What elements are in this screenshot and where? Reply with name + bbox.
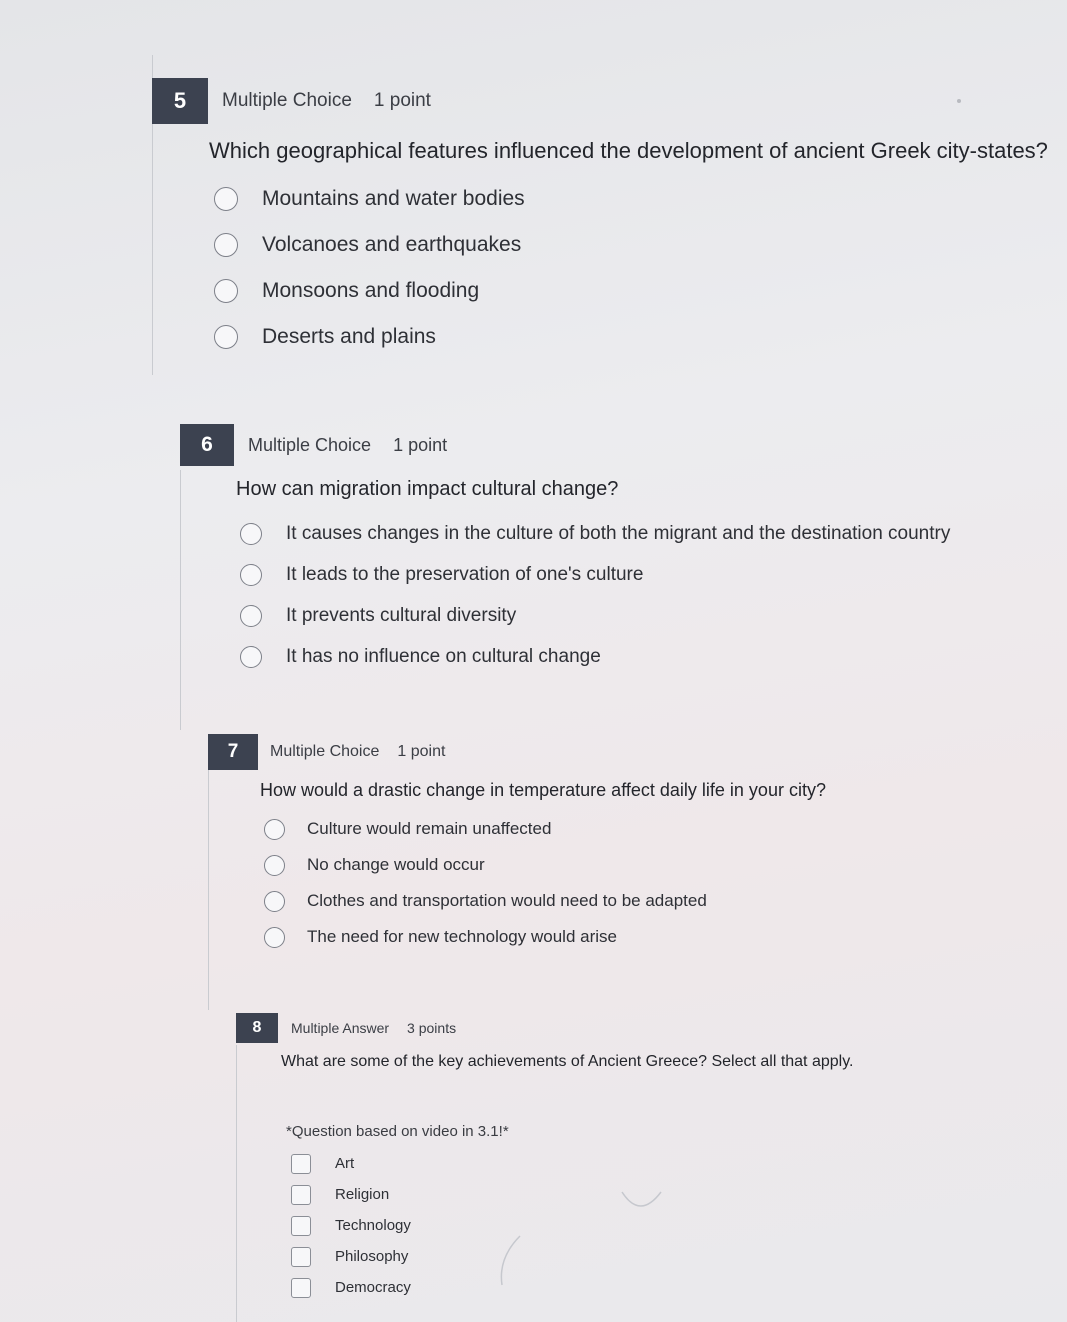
radio-button[interactable] (240, 523, 262, 545)
question-header (180, 424, 950, 466)
answer-option[interactable] (214, 314, 1048, 360)
radio-button[interactable] (264, 891, 285, 912)
question-number-badge: 6 (180, 424, 234, 466)
question-type-label: Multiple Answer (291, 1020, 390, 1036)
radio-button[interactable] (264, 819, 285, 840)
answer-option[interactable] (240, 595, 950, 636)
answer-option[interactable] (240, 636, 950, 677)
option-label: Democracy (335, 1279, 411, 1296)
option-label: Mountains and water bodies (262, 187, 525, 210)
question-type-label: Multiple Choice (270, 743, 380, 760)
radio-button[interactable] (264, 855, 285, 876)
answer-option[interactable] (291, 1179, 853, 1210)
option-label: Religion (335, 1186, 390, 1203)
radio-button[interactable] (214, 325, 238, 349)
question-7 (208, 734, 826, 955)
answer-option[interactable] (264, 883, 826, 919)
option-label: Culture would remain unaffected (307, 819, 552, 838)
question-number-badge: 5 (152, 78, 208, 124)
question-type-label: Multiple Choice (248, 434, 372, 455)
option-label: No change would occur (307, 855, 485, 874)
answer-option[interactable] (214, 222, 1048, 268)
option-label: Technology (335, 1217, 411, 1234)
option-label: It leads to the preservation of one's culture (286, 563, 644, 585)
radio-button[interactable] (264, 927, 285, 948)
answer-option[interactable] (240, 513, 950, 554)
question-text: How would a drastic change in temperature affect daily life in your city? (260, 780, 826, 800)
question-text: How can migration impact cultural change? (236, 478, 619, 500)
answer-option[interactable] (264, 847, 826, 883)
question-number-badge: 8 (236, 1013, 278, 1043)
option-label: Deserts and plains (262, 325, 436, 348)
option-label: Volcanoes and earthquakes (262, 233, 522, 256)
question-header (152, 78, 1048, 124)
answer-option[interactable] (291, 1148, 853, 1179)
radio-button[interactable] (214, 233, 238, 257)
question-header (208, 734, 826, 770)
question-note: *Question based on video in 3.1!* (286, 1123, 509, 1140)
question-8 (236, 1013, 853, 1303)
answer-option[interactable] (240, 554, 950, 595)
answer-option[interactable] (264, 811, 826, 847)
radio-button[interactable] (240, 646, 262, 668)
answer-options (291, 1148, 853, 1303)
answer-options (214, 176, 1048, 360)
radio-button[interactable] (240, 605, 262, 627)
option-label: Clothes and transportation would need to be adapted (307, 891, 707, 910)
option-label: Art (335, 1155, 355, 1172)
question-points-label: 1 point (373, 90, 431, 111)
answer-option[interactable] (214, 176, 1048, 222)
checkbox[interactable] (291, 1185, 311, 1205)
answer-option[interactable] (291, 1210, 853, 1241)
option-label: It prevents cultural diversity (286, 604, 517, 626)
checkbox[interactable] (291, 1278, 311, 1298)
answer-option[interactable] (291, 1272, 853, 1303)
option-label: The need for new technology would arise (307, 927, 617, 946)
question-header (236, 1013, 853, 1043)
radio-button[interactable] (214, 187, 238, 211)
question-points-label: 1 point (393, 434, 448, 455)
answer-option[interactable] (291, 1241, 853, 1272)
answer-option[interactable] (214, 268, 1048, 314)
option-label: It causes changes in the culture of both the migrant and the destination country (286, 522, 951, 544)
option-label: It has no influence on cultural change (286, 645, 601, 667)
answer-options (264, 811, 826, 955)
question-type-label: Multiple Choice (222, 90, 352, 111)
checkbox[interactable] (291, 1216, 311, 1236)
option-label: Philosophy (335, 1248, 409, 1265)
checkbox[interactable] (291, 1247, 311, 1267)
question-6 (180, 424, 950, 677)
question-points-label: 1 point (397, 743, 446, 760)
radio-button[interactable] (214, 279, 238, 303)
answer-option[interactable] (264, 919, 826, 955)
checkbox[interactable] (291, 1154, 311, 1174)
question-text: Which geographical features influenced the development of ancient Greek city-states? (209, 138, 1048, 163)
question-number-badge: 7 (208, 734, 258, 770)
answer-options (240, 513, 950, 677)
question-text: What are some of the key achievements of Ancient Greece? Select all that apply. (281, 1053, 854, 1070)
question-5 (152, 78, 1048, 360)
radio-button[interactable] (240, 564, 262, 586)
question-points-label: 3 points (407, 1020, 457, 1036)
option-label: Monsoons and flooding (262, 279, 480, 302)
